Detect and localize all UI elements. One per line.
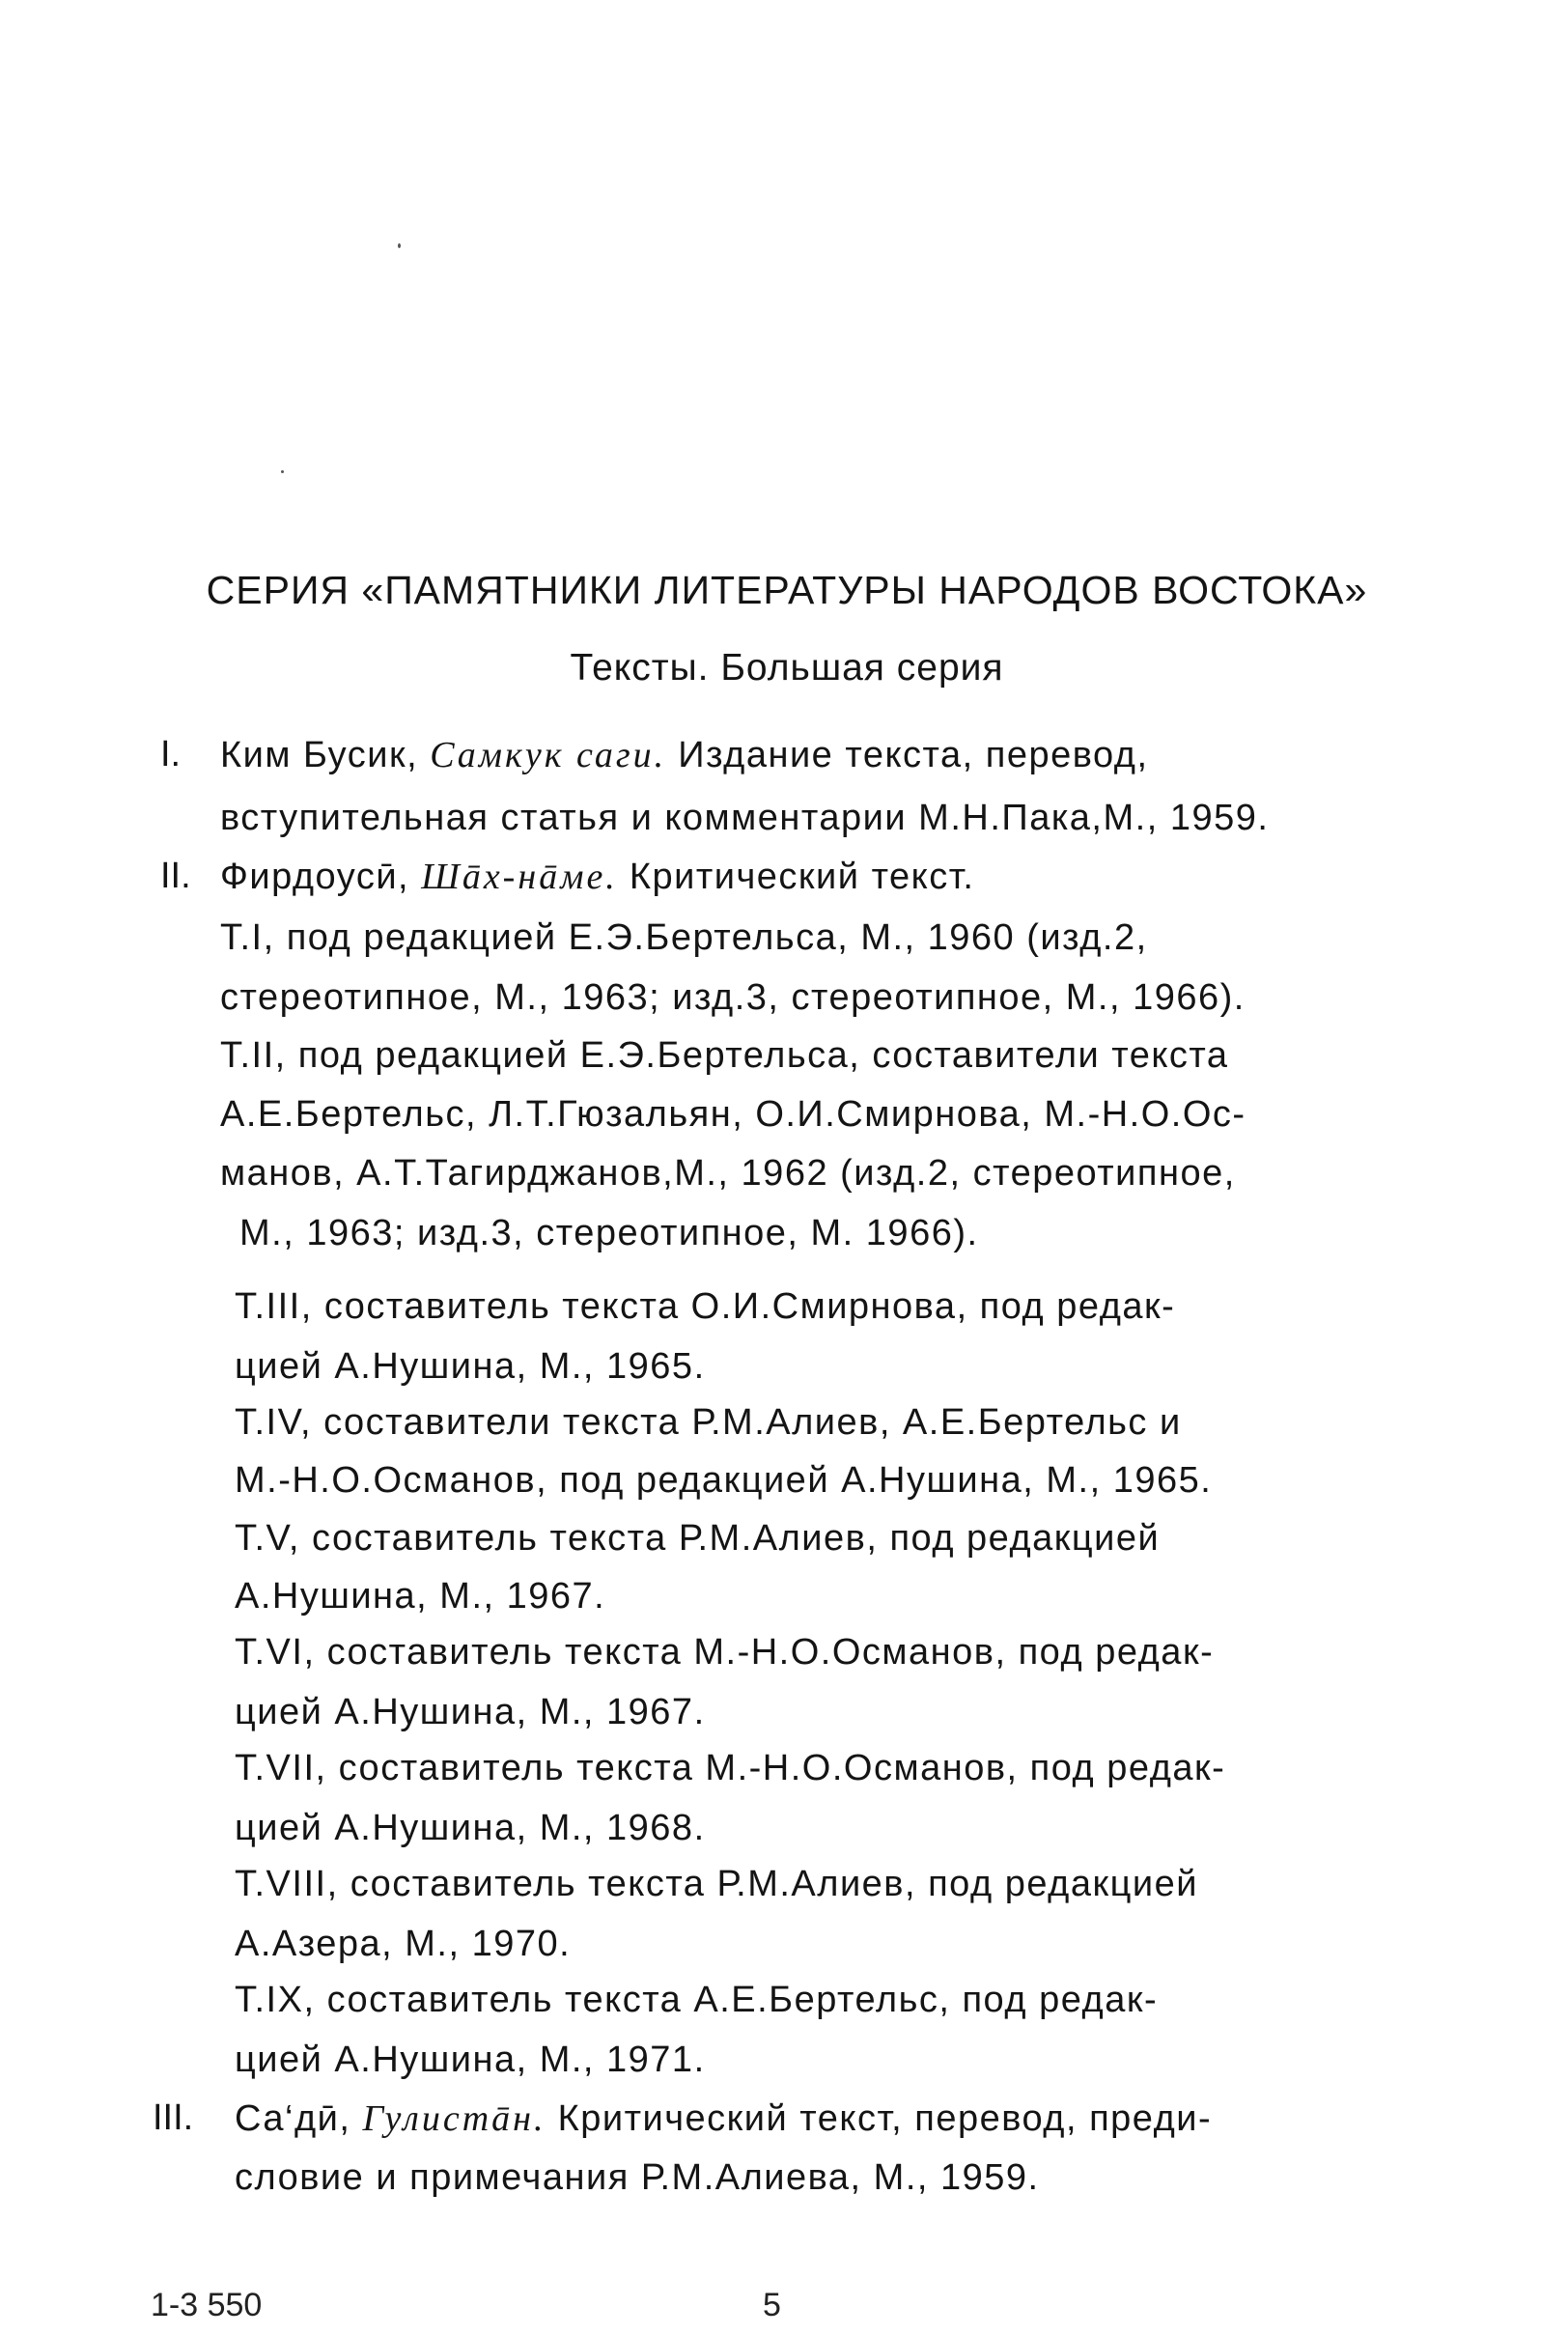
- volume-line: Т.VI, составитель текста М.-Н.О.Османов, под редак-: [235, 1632, 1215, 1673]
- entry-number: I.: [160, 734, 182, 774]
- entry-line: словие и примечания Р.М.Алиева, М., 1959.: [235, 2157, 1040, 2198]
- entry-line: [220, 856, 974, 898]
- volume-line: Т.IX, составитель текста А.Е.Бертельс, под редак-: [235, 1980, 1159, 2020]
- volume-line: Т.VII, составитель текста М.-Н.О.Османов, под редак-: [235, 1748, 1226, 1788]
- entry-author: Са‘дӣ,: [235, 2098, 351, 2139]
- volume-line: М.-Н.О.Османов, под редакцией А.Нушина, М., 1965.: [235, 1460, 1213, 1501]
- volume-line: А.Е.Бертельс, Л.Т.Гюзальян, О.И.Смирнова, М.-Н.О.Ос-: [220, 1094, 1246, 1135]
- entry-author: Фирдоусӣ,: [220, 857, 410, 897]
- volume-line: цией А.Нушина, М., 1965.: [235, 1346, 706, 1387]
- entry-line: вступительная статья и комментарии М.Н.Пака,М., 1959.: [220, 798, 1270, 838]
- entry-line: [235, 2097, 1212, 2140]
- volume-line: М., 1963; изд.3, стереотипное, М. 1966).: [239, 1213, 979, 1253]
- print-speck: [398, 243, 401, 248]
- volume-line: Т.I, под редакцией Е.Э.Бертельса, М., 1960 (изд.2,: [220, 917, 1148, 958]
- volume-line: Т.IV, составители текста Р.М.Алиев, А.Е.Бертельс и: [235, 1402, 1182, 1443]
- print-speck: [281, 470, 284, 473]
- entry-line: [220, 734, 1149, 776]
- page-number: 5: [763, 2287, 781, 2323]
- volume-line: А.Нушина, М., 1967.: [235, 1576, 606, 1617]
- entry-work-title: Шāх-нāме.: [421, 857, 618, 897]
- volume-line: цией А.Нушина, М., 1967.: [235, 1692, 706, 1732]
- printer-signature: 1-3 550: [151, 2287, 263, 2323]
- series-title: СЕРИЯ «ПАМЯТНИКИ ЛИТЕРАТУРЫ НАРОДОВ ВОСТОКА»: [206, 568, 1368, 612]
- entry-author: Ким Бусик,: [220, 735, 419, 775]
- entry-description: Издание текста, перевод,: [678, 735, 1149, 775]
- volume-line: А.Азера, М., 1970.: [235, 1924, 572, 1964]
- entry-description: Критический текст, перевод, преди-: [557, 2098, 1213, 2139]
- series-subtitle: Тексты. Большая серия: [570, 647, 1004, 689]
- entry-description: Критический текст.: [629, 857, 975, 897]
- volume-line: Т.II, под редакцией Е.Э.Бертельса, составители текста: [220, 1035, 1229, 1076]
- volume-line: цией А.Нушина, М., 1971.: [235, 2040, 706, 2080]
- volume-line: Т.VIII, составитель текста Р.М.Алиев, под редакцией: [235, 1864, 1198, 1904]
- volume-line: Т.III, составитель текста О.И.Смирнова, под редак-: [235, 1286, 1176, 1327]
- volume-line: цией А.Нушина, М., 1968.: [235, 1808, 706, 1848]
- volume-line: Т.V, составитель текста Р.М.Алиев, под редакцией: [235, 1518, 1161, 1559]
- entry-work-title: Самкук саги.: [430, 735, 667, 775]
- entry-number: III.: [153, 2097, 194, 2138]
- entry-number: II.: [160, 856, 191, 896]
- volume-line: манов, А.Т.Тагирджанов,М., 1962 (изд.2, стереотипное,: [220, 1153, 1236, 1194]
- entry-work-title: Гулистāн.: [362, 2098, 546, 2139]
- volume-line: стереотипное, М., 1963; изд.3, стереотипное, М., 1966).: [220, 977, 1246, 1018]
